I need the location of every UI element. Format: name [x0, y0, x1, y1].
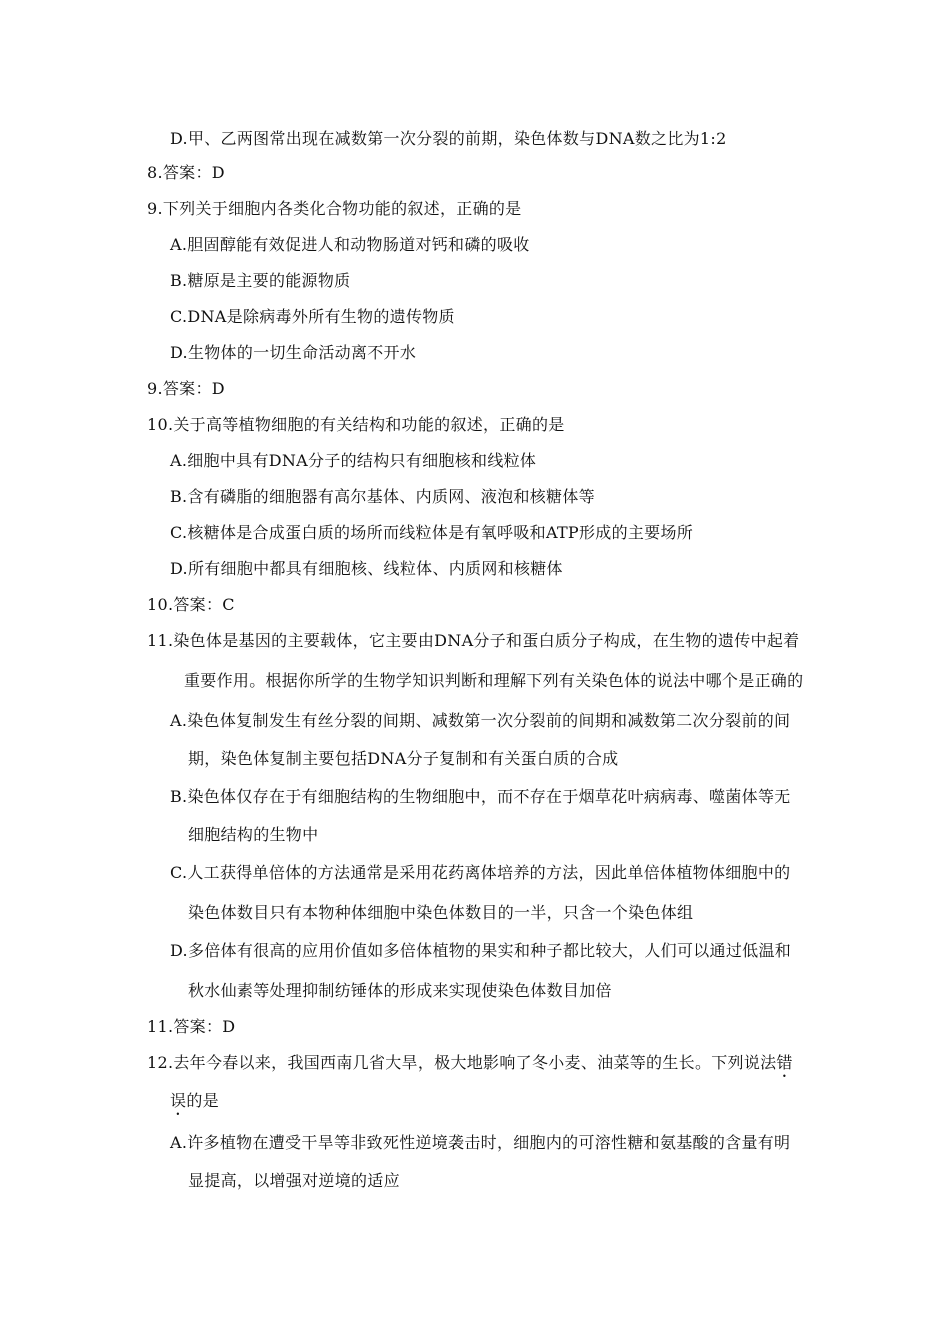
q12-stem-text: 12.去年今春以来，我国西南几省大旱，极大地影响了冬小麦、油菜等的生长。下列说法: [147, 1053, 777, 1072]
q8-answer: 8.答案：D: [147, 163, 225, 182]
q9-stem: 9.下列关于细胞内各类化合物功能的叙述，正确的是: [147, 199, 522, 218]
q11-option-a-line2: 期，染色体复制主要包括DNA分子复制和有关蛋白质的合成: [188, 749, 619, 768]
q12-stem-line1: [147, 1053, 793, 1081]
q11-answer: 11.答案：D: [147, 1017, 236, 1036]
q12-stem-tail: 的是: [186, 1091, 219, 1110]
q10-answer: 10.答案：C: [147, 595, 235, 614]
q9-option-b: B.糖原是主要的能源物质: [170, 271, 351, 290]
q11-option-a-line1: A.染色体复制发生有丝分裂的间期、减数第一次分裂前的间期和减数第二次分裂前的间: [170, 711, 791, 730]
q11-option-c-line1: C.人工获得单倍体的方法通常是采用花药离体培养的方法，因此单倍体植物体细胞中的: [170, 863, 791, 882]
q11-stem-line2: 重要作用。根据你所学的生物学知识判断和理解下列有关染色体的说法中哪个是正确的: [184, 671, 804, 690]
q10-option-b: B.含有磷脂的细胞器有高尔基体、内质网、液泡和核糖体等: [170, 487, 595, 506]
q12-option-a-line1: A.许多植物在遭受干旱等非致死性逆境袭击时，细胞内的可溶性糖和氨基酸的含量有明: [170, 1133, 791, 1152]
q10-option-c: C.核糖体是合成蛋白质的场所而线粒体是有氧呼吸和ATP形成的主要场所: [170, 523, 694, 542]
q11-stem-line1: 11.染色体是基因的主要载体，它主要由DNA分子和蛋白质分子构成，在生物的遗传中起着: [147, 631, 800, 650]
q9-option-d: D.生物体的一切生命活动离不开水: [170, 343, 417, 362]
q12-stem-line2: [170, 1091, 219, 1119]
q12-emphasis-char-1: 错: [776, 1053, 793, 1072]
q9-option-a: A.胆固醇能有效促进人和动物肠道对钙和磷的吸收: [170, 235, 530, 254]
q9-option-c: C.DNA是除病毒外所有生物的遗传物质: [170, 307, 455, 326]
q11-option-b-line2: 细胞结构的生物中: [188, 825, 319, 844]
q10-option-d: D.所有细胞中都具有细胞核、线粒体、内质网和核糖体: [170, 559, 563, 578]
q10-option-a: A.细胞中具有DNA分子的结构只有细胞核和线粒体: [170, 451, 537, 470]
q11-option-d-line2: 秋水仙素等处理抑制纺锤体的形成来实现使染色体数目加倍: [188, 981, 612, 1000]
q11-option-b-line1: B.染色体仅存在于有细胞结构的生物细胞中，而不存在于烟草花叶病病毒、噬菌体等无: [170, 787, 791, 806]
q12-emphasis-char-2: 误: [170, 1091, 187, 1110]
q11-option-c-line2: 染色体数目只有本物种体细胞中染色体数目的一半，只含一个染色体组: [188, 903, 694, 922]
q9-answer: 9.答案：D: [147, 379, 225, 398]
q10-stem: 10.关于高等植物细胞的有关结构和功能的叙述，正确的是: [147, 415, 565, 434]
q11-option-d-line1: D.多倍体有很高的应用价值如多倍体植物的果实和种子都比较大，人们可以通过低温和: [170, 941, 792, 960]
q12-option-a-line2: 显提高，以增强对逆境的适应: [188, 1171, 400, 1190]
q7-option-d: D.甲、乙两图常出现在减数第一次分裂的前期，染色体数与DNA数之比为1:2: [170, 129, 727, 148]
